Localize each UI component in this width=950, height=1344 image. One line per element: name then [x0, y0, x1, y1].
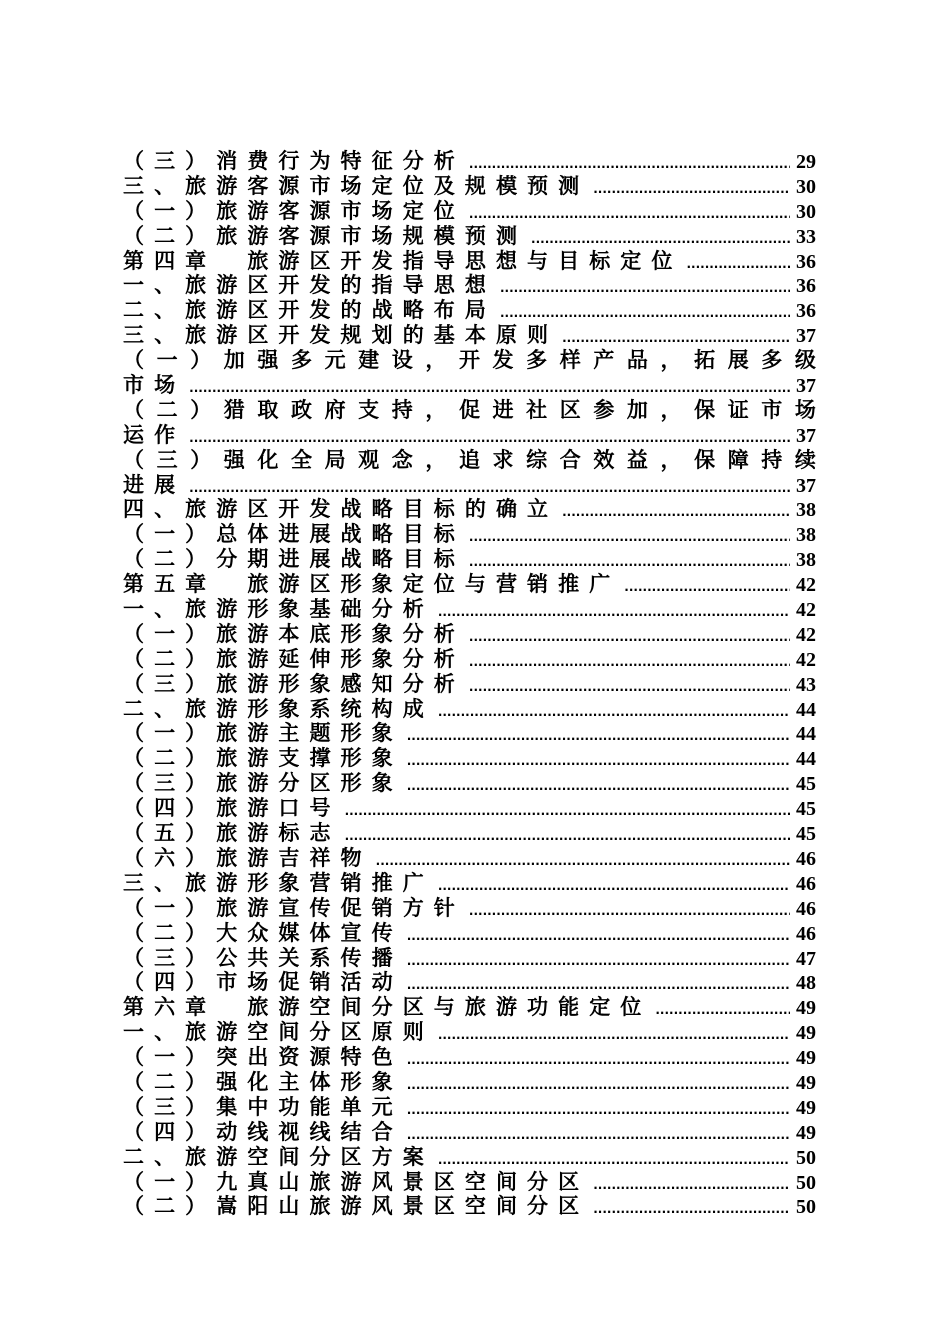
toc-entry-title: （一）旅游本底形象分析 [123, 620, 465, 646]
toc-entry-title: （三）旅游形象感知分析 [123, 670, 465, 696]
toc-entry[interactable] [123, 298, 816, 323]
toc-entry-page-number: 49 [796, 1022, 816, 1045]
toc-entry-page-number: 46 [796, 847, 816, 870]
toc-entry-title: 二、旅游空间分区方案 [123, 1143, 434, 1169]
toc-entry-page-number: 36 [796, 300, 816, 323]
toc-entry-page-number: 50 [796, 1146, 816, 1169]
toc-entry-title: （三）消费行为特征分析 [123, 148, 465, 173]
toc-entry[interactable] [123, 373, 816, 398]
toc-entry[interactable] [123, 473, 816, 498]
toc-entry[interactable] [123, 423, 816, 448]
toc-entry-title: （一）突出资源特色 [123, 1044, 403, 1070]
dot-leader [438, 700, 790, 725]
toc-entry[interactable] [123, 1095, 816, 1120]
toc-entry-title: （二）旅游支撑形象 [123, 745, 403, 771]
toc-entry[interactable] [123, 398, 816, 423]
toc-entry-title: （二）大众媒体宣传 [123, 919, 403, 945]
toc-entry-page-number: 45 [796, 798, 816, 821]
toc-entry[interactable] [123, 224, 816, 249]
toc-entry-title: 四、旅游区开发战略目标的确立 [123, 496, 559, 522]
toc-entry[interactable] [123, 871, 816, 896]
dot-leader [407, 1048, 790, 1073]
toc-entry-title: （二）旅游延伸形象分析 [123, 645, 465, 671]
toc-entry[interactable] [123, 622, 816, 647]
toc-entry-title: （ 三 ） 强 化 全 局 观 念 ， 追 求 综 合 效 益 ， 保 障 持 续 [123, 446, 816, 472]
toc-entry[interactable] [123, 1145, 816, 1170]
toc-entry-title: （ 二 ） 猎 取 政 府 支 持 ， 促 进 社 区 参 加 ， 保 证 市 场 [123, 396, 816, 422]
toc-entry-title: 市场 [123, 372, 186, 398]
toc-entry-page-number: 44 [796, 748, 816, 771]
toc-entry-page-number: 33 [796, 225, 816, 248]
toc-entry-page-number: 29 [796, 151, 816, 173]
toc-entry-title: （一）旅游客源市场定位 [123, 197, 465, 223]
toc-entry[interactable] [123, 149, 816, 174]
toc-entry-page-number: 50 [796, 1196, 816, 1219]
dot-leader [686, 252, 790, 277]
toc-entry[interactable] [123, 672, 816, 697]
toc-entry-title: （一）九真山旅游风景区空间分区 [123, 1168, 590, 1194]
toc-entry-title: 第五章 旅游区形象定位与营销推广 [123, 571, 621, 597]
dot-leader [407, 1123, 790, 1148]
toc-entry[interactable] [123, 348, 816, 373]
toc-entry[interactable] [123, 647, 816, 672]
dot-leader [655, 998, 790, 1023]
toc-entry[interactable] [123, 921, 816, 946]
toc-entry[interactable] [123, 771, 816, 796]
toc-entry[interactable] [123, 547, 816, 572]
dot-leader [376, 849, 790, 874]
toc-entry-title: 一、旅游区开发的指导思想 [123, 272, 496, 298]
dot-leader [593, 1197, 790, 1222]
toc-entry-page-number: 36 [796, 250, 816, 273]
toc-entry-title: 三、旅游区开发规划的基本原则 [123, 322, 559, 348]
toc-entry-title: （四）旅游口号 [123, 795, 341, 821]
toc-entry[interactable] [123, 1045, 816, 1070]
toc-entry-page-number: 30 [796, 175, 816, 198]
toc-entry-page-number: 42 [796, 574, 816, 597]
toc-entry-page-number: 47 [796, 947, 816, 970]
dot-leader [469, 650, 790, 675]
dot-leader [469, 675, 790, 700]
toc-entry-title: （一）旅游宣传促销方针 [123, 894, 465, 920]
toc-entry[interactable] [123, 946, 816, 971]
toc-entry[interactable] [123, 697, 816, 722]
dot-leader [469, 625, 790, 650]
dot-leader [469, 525, 790, 550]
toc-entry[interactable] [123, 199, 816, 224]
toc-entry-title: 运作 [123, 421, 186, 447]
toc-entry-title: （六）旅游吉祥物 [123, 844, 372, 870]
toc-entry-title: （二）分期进展战略目标 [123, 546, 465, 572]
toc-entry[interactable] [123, 597, 816, 622]
toc-entry[interactable] [123, 273, 816, 298]
toc-entry-title: 一、旅游空间分区原则 [123, 1019, 434, 1045]
toc-entry-title: （五）旅游标志 [123, 820, 341, 846]
toc-entry-title: （四）市场促销活动 [123, 969, 403, 995]
toc-entry[interactable] [123, 796, 816, 821]
toc-entry-page-number: 37 [796, 474, 816, 497]
toc-entry[interactable] [123, 896, 816, 921]
dot-leader [407, 724, 790, 749]
toc-entry-page-number: 49 [796, 997, 816, 1020]
toc-entry-title: 二、旅游形象系统构成 [123, 695, 434, 721]
toc-entry-title: （三）集中功能单元 [123, 1093, 403, 1119]
toc-entry-page-number: 44 [796, 723, 816, 746]
toc-entry[interactable] [123, 448, 816, 473]
toc-entry-title: 进展 [123, 471, 186, 497]
toc-entry-title: （一）旅游主题形象 [123, 720, 403, 746]
toc-entry[interactable] [123, 522, 816, 547]
toc-entry-page-number: 46 [796, 922, 816, 945]
toc-entry[interactable] [123, 249, 816, 274]
toc-entry-page-number: 43 [796, 673, 816, 696]
dot-leader [407, 949, 790, 974]
toc-entry-page-number: 30 [796, 200, 816, 223]
toc-entry[interactable] [123, 721, 816, 746]
toc-entry-page-number: 45 [796, 773, 816, 796]
dot-leader [438, 600, 790, 625]
toc-entry-page-number: 37 [796, 325, 816, 348]
dot-leader [345, 824, 790, 849]
toc-entry-title: （ 一 ） 加 强 多 元 建 设 ， 开 发 多 样 产 品 ， 拓 展 多 级 [123, 347, 816, 373]
dot-leader [407, 774, 790, 799]
dot-leader [407, 924, 790, 949]
toc-entry-page-number: 49 [796, 1047, 816, 1070]
toc-entry-page-number: 44 [796, 698, 816, 721]
toc-entry-title: 第六章 旅游空间分区与旅游功能定位 [123, 994, 652, 1020]
toc-entry-title: （二）嵩阳山旅游风景区空间分区 [123, 1193, 590, 1219]
toc-entry[interactable] [123, 323, 816, 348]
toc-entry-page-number: 38 [796, 524, 816, 547]
toc-entry-title: 一、旅游形象基础分析 [123, 596, 434, 622]
toc-entry[interactable] [123, 1120, 816, 1145]
toc-entry-page-number: 50 [796, 1171, 816, 1194]
toc-entry-page-number: 38 [796, 499, 816, 522]
toc-entry[interactable] [123, 821, 816, 846]
dot-leader [593, 1173, 790, 1198]
toc-entry[interactable] [123, 846, 816, 871]
dot-leader [438, 1023, 790, 1048]
toc-entry-title: 三、旅游形象营销推广 [123, 869, 434, 895]
toc-entry-title: 第四章 旅游区开发指导思想与目标定位 [123, 247, 683, 273]
toc-entry[interactable] [123, 1170, 816, 1195]
toc-entry-page-number: 49 [796, 1071, 816, 1094]
toc-entry[interactable] [123, 970, 816, 995]
toc-entry-title: （三）公共关系传播 [123, 944, 403, 970]
toc-entry-title: 二、旅游区开发的战略布局 [123, 297, 496, 323]
toc-entry[interactable] [123, 572, 816, 597]
toc-entry-title: 三、旅游客源市场定位及规模预测 [123, 172, 590, 198]
toc-entry-page-number: 48 [796, 972, 816, 995]
toc-entry[interactable] [123, 174, 816, 199]
dot-leader [500, 276, 790, 301]
toc-entry-title: （四）动线视线结合 [123, 1118, 403, 1144]
toc-entry-page-number: 42 [796, 648, 816, 671]
toc-entry-title: （三）旅游分区形象 [123, 770, 403, 796]
toc-entry-title: （二）强化主体形象 [123, 1068, 403, 1094]
toc-entry[interactable] [123, 1070, 816, 1095]
toc-entry-page-number: 46 [796, 872, 816, 895]
dot-leader [624, 575, 790, 600]
dot-leader [562, 500, 790, 525]
toc-entry-page-number: 38 [796, 549, 816, 572]
toc-entry-page-number: 46 [796, 897, 816, 920]
toc-entry[interactable] [123, 497, 816, 522]
toc-entry[interactable] [123, 1194, 816, 1219]
toc-entry-title: （二）旅游客源市场规模预测 [123, 222, 528, 248]
toc-entry-title: （一）总体进展战略目标 [123, 521, 465, 547]
dot-leader [593, 177, 790, 202]
toc-entry-page-number: 36 [796, 275, 816, 298]
toc-entry-page-number: 42 [796, 623, 816, 646]
toc-entry-page-number: 37 [796, 375, 816, 398]
toc-entry-page-number: 49 [796, 1096, 816, 1119]
table-of-contents [123, 149, 816, 1219]
toc-entry-page-number: 42 [796, 599, 816, 622]
toc-entry-page-number: 45 [796, 823, 816, 846]
dot-leader [407, 1073, 790, 1098]
toc-entry[interactable] [123, 746, 816, 771]
dot-leader [407, 1098, 790, 1123]
dot-leader [469, 899, 790, 924]
toc-entry-page-number: 49 [796, 1121, 816, 1144]
dot-leader [407, 749, 790, 774]
toc-entry[interactable] [123, 995, 816, 1020]
toc-entry[interactable] [123, 1020, 816, 1045]
dot-leader [345, 799, 790, 824]
dot-leader [438, 874, 790, 899]
toc-entry-page-number: 37 [796, 424, 816, 447]
